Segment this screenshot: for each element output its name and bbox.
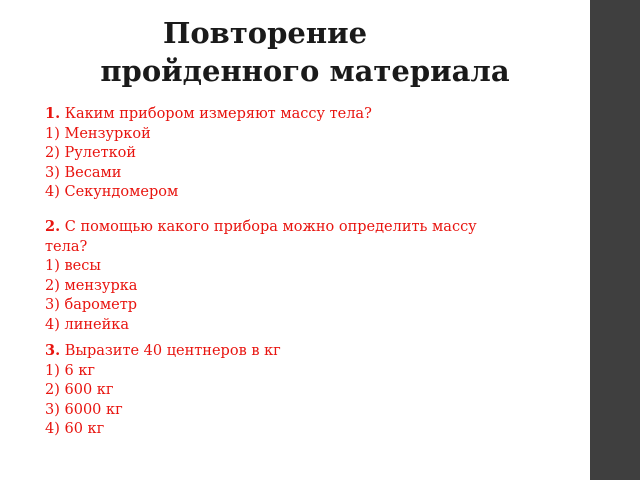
answer-option: 2) мензурка	[45, 277, 138, 294]
answer-option: 4) линейка	[45, 316, 129, 333]
question-text: С помощью какого прибора можно определить массу тела?	[45, 219, 477, 255]
answer-option: 1) 6 кг	[45, 362, 95, 379]
question-2	[45, 217, 505, 335]
answer-option: 2) Рулеткой	[45, 145, 137, 161]
question-text: Выразите 40 центнеров в кг	[64, 343, 281, 359]
side-panel	[590, 0, 640, 480]
answer-option: 1) Мензуркой	[45, 125, 151, 142]
answer-option: 3) барометр	[45, 297, 138, 313]
answer-option: 1) весы	[45, 258, 101, 274]
title-line-1: Повторение	[162, 16, 368, 50]
answer-option: 4) 60 кг	[45, 421, 105, 437]
question-text: Каким прибором измеряют массу тела?	[64, 106, 372, 122]
title-line-2: пройденного материала	[100, 54, 510, 88]
answer-option: 2) 600 кг	[45, 382, 114, 398]
question-number: 3.	[45, 342, 61, 359]
answer-option: 3) 6000 кг	[45, 401, 123, 418]
answer-option: 3) Весами	[45, 164, 122, 181]
question-1	[45, 104, 505, 203]
question-3	[45, 341, 505, 440]
question-number: 1.	[45, 105, 61, 122]
slide-title	[0, 14, 590, 90]
question-number: 2.	[45, 218, 61, 235]
answer-option: 4) Секундомером	[45, 184, 179, 200]
